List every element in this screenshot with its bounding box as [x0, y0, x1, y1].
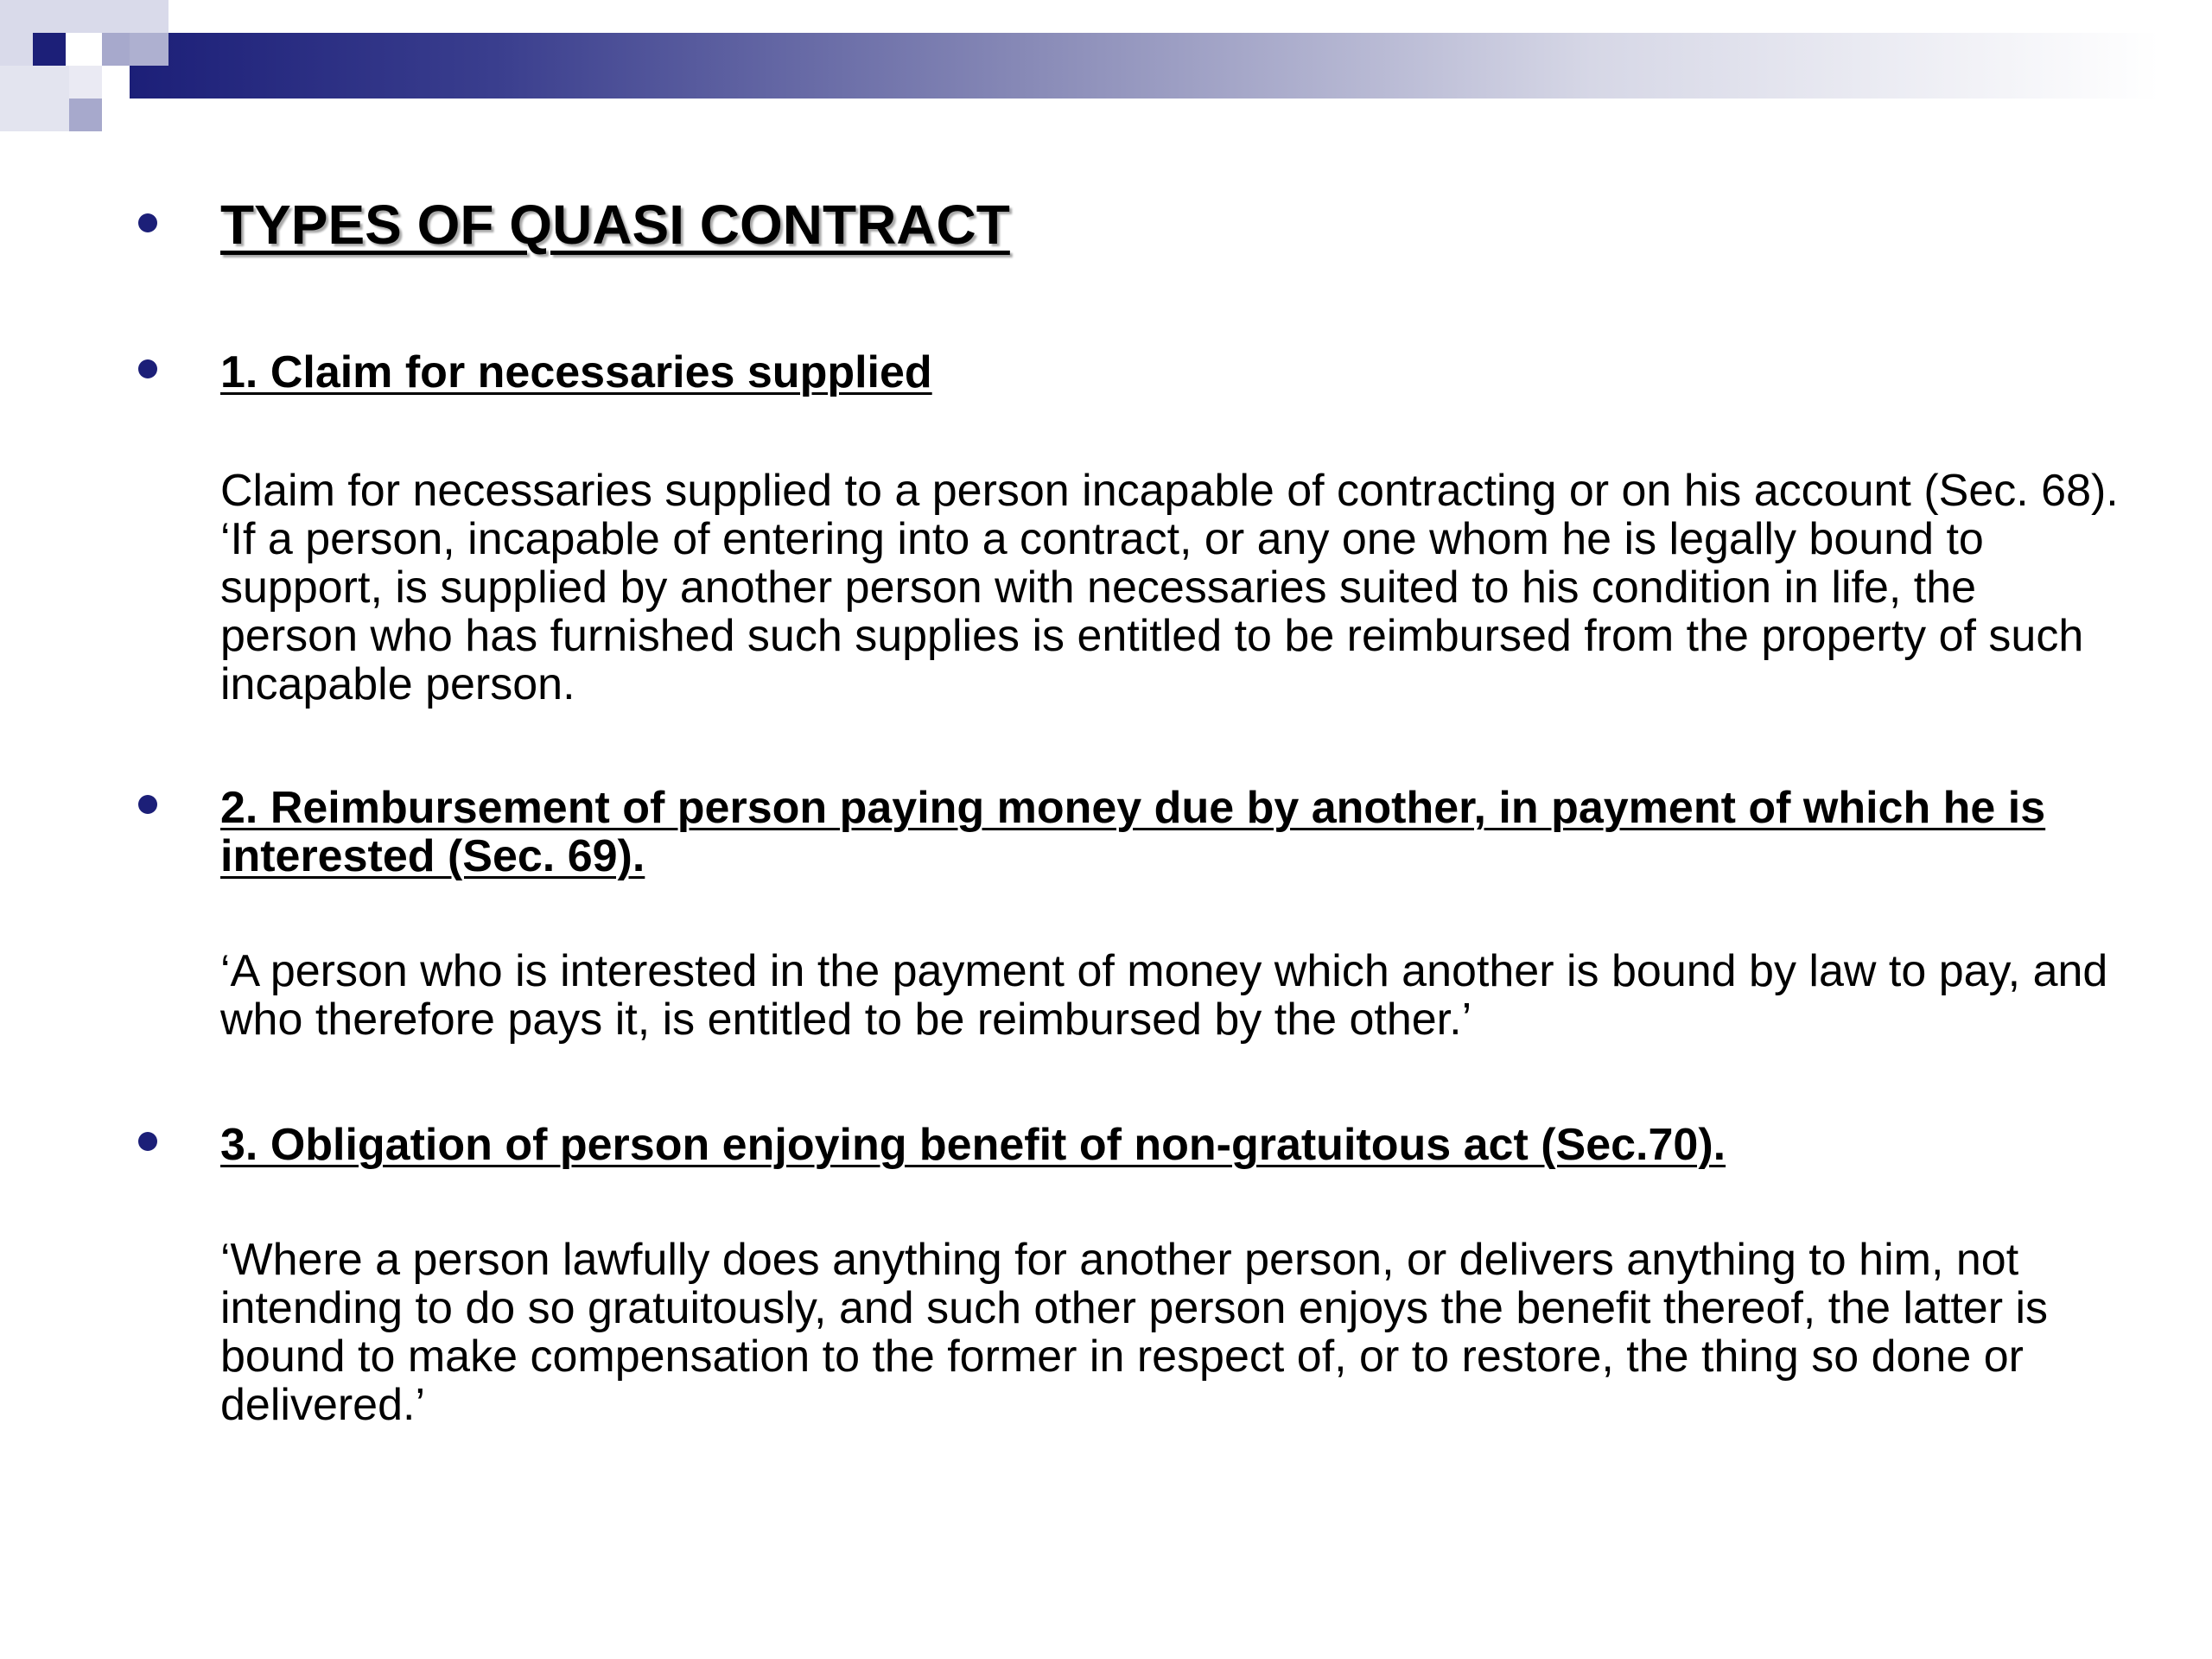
section-3-heading-row	[138, 1120, 1726, 1170]
header-decor-square	[0, 66, 69, 131]
section-2-body: ‘A person who is interested in the payment of money which another is bound by law to pay, and who therefore pays it, is entitled to be reimbursed by the other.’	[220, 946, 2108, 1045]
section-2-heading: 2. Reimbursement of person paying money due by another, in payment of which he is interested (Sec. 69).	[220, 783, 2046, 881]
bullet-icon	[138, 1132, 157, 1151]
header-decor-square	[69, 66, 102, 99]
bullet-icon	[138, 795, 157, 814]
header-decor-square	[65, 0, 168, 33]
header-decor-square	[69, 99, 102, 131]
section-1-body: Claim for necessaries supplied to a person incapable of contracting or on his account (Sec. 68). ‘If a person, incapable of entering into a contract, or any one whom he is legally bound to support, is supplied by another person with necessaries suited to his condition in life, the person who has furnished such supplies is entitled to be reimbursed from the property of such incapable person.	[220, 466, 2119, 709]
page-title: TYPES OF QUASI CONTRACT	[220, 194, 1010, 256]
section-3-heading: 3. Obligation of person enjoying benefit of non-gratuitous act (Sec.70).	[220, 1120, 1726, 1170]
header-decor-square	[33, 33, 66, 66]
section-1-heading: 1. Claim for necessaries supplied	[220, 347, 932, 397]
section-2-heading-row	[138, 783, 2046, 881]
header-gradient-bar	[130, 33, 2160, 99]
section-1-heading-row	[138, 347, 932, 397]
header-decor-square	[130, 33, 168, 66]
title-row	[138, 194, 1010, 256]
bullet-icon	[138, 359, 157, 378]
bullet-icon	[138, 213, 157, 232]
section-3-body: ‘Where a person lawfully does anything for another person, or delivers anything to him, not intending to do so gratuitously, and such other person enjoys the benefit thereof, the latter is bound to make compensation to the former in respect of, or to restore, the thing so done or delivered.’	[220, 1235, 2049, 1430]
